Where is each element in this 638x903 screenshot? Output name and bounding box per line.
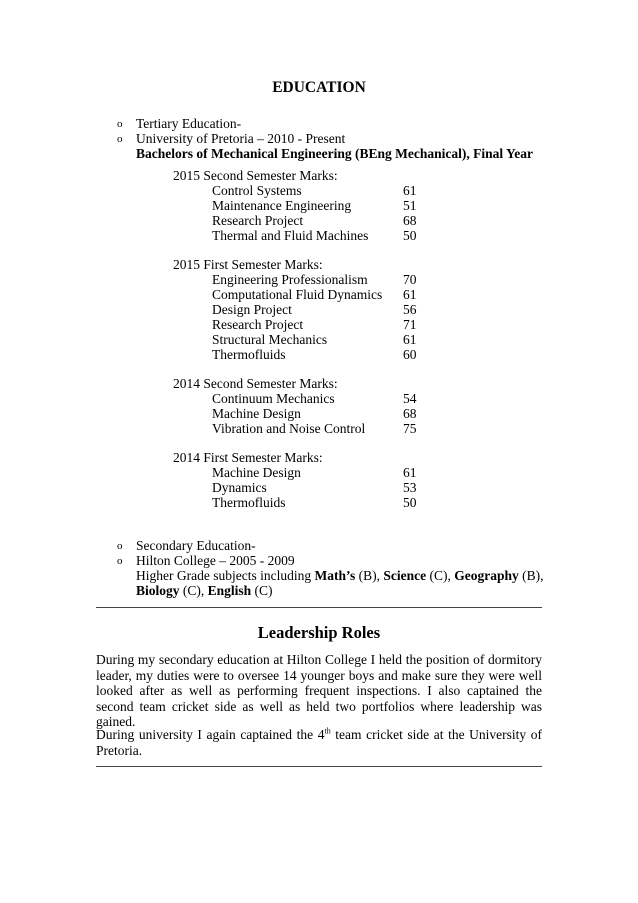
tertiary-institution: University of Pretoria – 2010 - Present — [136, 131, 346, 146]
course-mark: 50 — [403, 228, 417, 243]
course-mark: 75 — [403, 421, 417, 436]
course-name: Computational Fluid Dynamics — [212, 287, 383, 302]
section-divider — [96, 607, 542, 608]
section-divider — [96, 766, 542, 767]
course-mark: 68 — [403, 406, 417, 421]
leadership-paragraph-1: During my secondary education at Hilton College I held the position of dormitory leader, my duties were to oversee 14 younger boys and make sure they were well looked after as well as performing frequent inspections. I also captained the second team cricket side as well as held two portfolios where leadership was gained. — [96, 652, 542, 729]
course-name: Vibration and Noise Control — [212, 421, 366, 436]
leadership-heading: Leadership Roles — [257, 623, 381, 642]
paragraph2-text-rest: team cricket side at the University of Pretoria. — [96, 727, 542, 758]
subject-grade: (C), — [426, 568, 455, 583]
course-mark: 71 — [403, 317, 417, 332]
course-mark: 61 — [403, 465, 417, 480]
subject-name: English — [207, 583, 252, 598]
course-name: Dynamics — [212, 480, 267, 495]
course-name: Design Project — [212, 302, 292, 317]
subject-name: Geography — [454, 568, 519, 583]
course-mark: 53 — [403, 480, 417, 495]
course-name: Continuum Mechanics — [212, 391, 335, 406]
course-name: Machine Design — [212, 406, 301, 421]
tertiary-label: Tertiary Education- — [136, 116, 242, 131]
course-mark: 61 — [403, 332, 417, 347]
semester-heading: 2014 First Semester Marks: — [173, 450, 323, 465]
education-heading: EDUCATION — [272, 79, 366, 96]
subjects-line-1 — [136, 568, 543, 584]
ordinal-suffix: th — [324, 726, 331, 736]
course-name: Control Systems — [212, 183, 302, 198]
course-name: Structural Mechanics — [212, 332, 328, 347]
paragraph2-text: During university I again captained the 4 — [96, 727, 325, 742]
degree-title: Bachelors of Mechanical Engineering (BEng Mechanical), Final Year — [136, 146, 533, 161]
subject-grade: (C), — [179, 583, 208, 598]
leadership-paragraph-2 — [96, 727, 542, 758]
course-name: Research Project — [212, 317, 304, 332]
semester-heading: 2015 First Semester Marks: — [173, 257, 323, 272]
course-mark: 61 — [403, 183, 417, 198]
course-name: Thermal and Fluid Machines — [212, 228, 369, 243]
subject-grade: (B), — [518, 568, 544, 583]
course-mark: 60 — [403, 347, 417, 362]
bullet-icon: o — [117, 133, 123, 145]
subject-grade: (B), — [355, 568, 384, 583]
course-mark: 70 — [403, 272, 417, 287]
subject-name: Biology — [136, 583, 180, 598]
subjects-line-2 — [136, 583, 273, 599]
course-mark: 50 — [403, 495, 417, 510]
subject-grade: (C) — [251, 583, 273, 598]
bullet-icon: o — [117, 118, 123, 130]
bullet-icon: o — [117, 540, 123, 552]
course-name: Thermofluids — [212, 495, 286, 510]
course-mark: 54 — [403, 391, 417, 406]
course-name: Research Project — [212, 213, 304, 228]
course-name: Thermofluids — [212, 347, 286, 362]
course-mark: 68 — [403, 213, 417, 228]
course-name: Machine Design — [212, 465, 301, 480]
secondary-institution: Hilton College – 2005 - 2009 — [136, 553, 295, 568]
course-mark: 56 — [403, 302, 417, 317]
course-mark: 51 — [403, 198, 417, 213]
semester-heading: 2015 Second Semester Marks: — [173, 168, 338, 183]
course-name: Engineering Professionalism — [212, 272, 368, 287]
bullet-icon: o — [117, 555, 123, 567]
subjects-intro: Higher Grade subjects including — [136, 568, 315, 583]
course-name: Maintenance Engineering — [212, 198, 352, 213]
course-mark: 61 — [403, 287, 417, 302]
subject-name: Science — [383, 568, 427, 583]
semester-heading: 2014 Second Semester Marks: — [173, 376, 338, 391]
secondary-label: Secondary Education- — [136, 538, 256, 553]
subject-name: Math’s — [314, 568, 356, 583]
